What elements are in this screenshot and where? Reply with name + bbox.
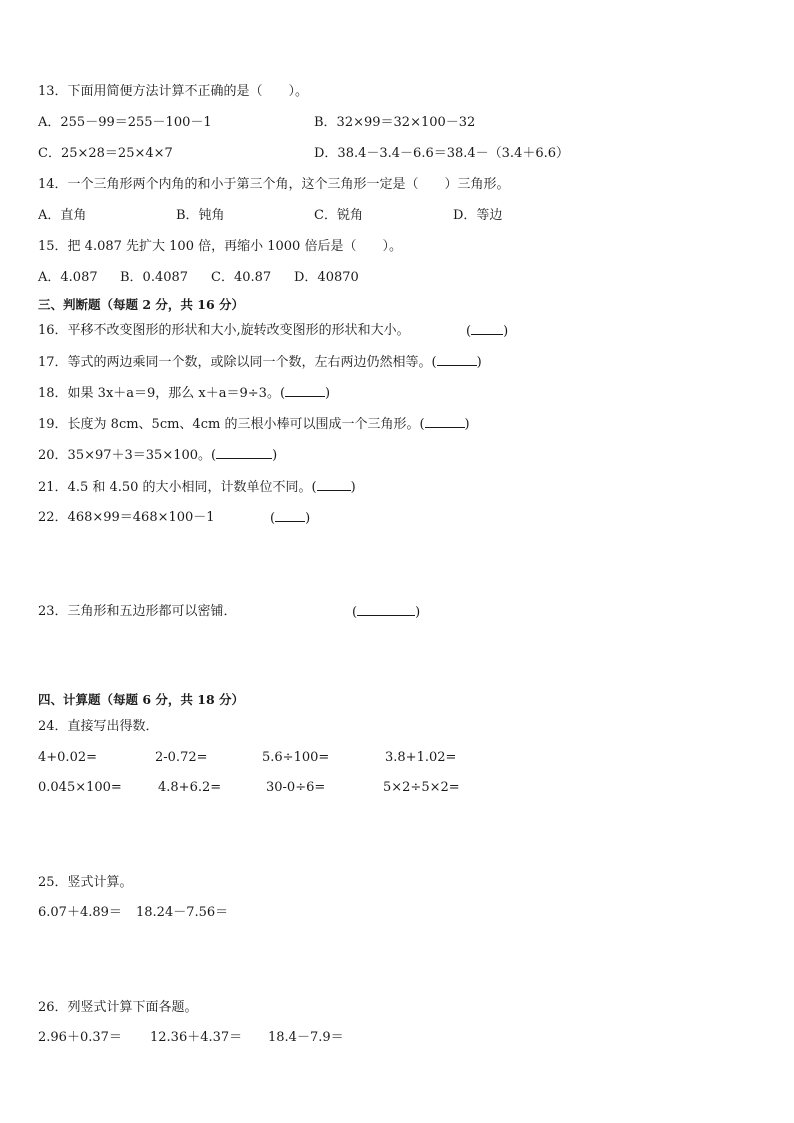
q21-answer-blank[interactable] (317, 479, 351, 491)
open-paren: ( (466, 324, 472, 339)
q26-stem: 26．列竖式计算下面各题。 (38, 1000, 198, 1015)
q24-stem: 24．直接写出得数． (38, 719, 159, 734)
q24-item: 3.8+1.02= (385, 750, 457, 765)
q25-item: 18.24－7.56＝ (136, 905, 229, 920)
q16-text: 16．平移不改变图形的形状和大小,旋转改变图形的形状和大小。 (38, 323, 410, 338)
q26-item: 18.4－7.9＝ (268, 1030, 344, 1045)
close-paren: ) (325, 386, 331, 401)
close-paren: ) (350, 480, 356, 495)
open-paren: ( (352, 605, 358, 620)
q24-item: 4.8+6.2= (158, 780, 222, 795)
q24-item: 30-0÷6= (266, 780, 326, 795)
q19-text (38, 416, 470, 433)
q20-statement: 20．35×97＋3＝35×100。( (38, 448, 217, 463)
q14-option-b: B．钝角 (176, 208, 225, 223)
q21-statement: 21．4.5 和 4.50 的大小相同，计数单位不同。( (38, 480, 317, 495)
q23-answer-blank[interactable] (352, 604, 420, 621)
open-paren: ( (270, 511, 276, 526)
close-paren: ) (464, 417, 470, 432)
q23-text: 23．三角形和五边形都可以密铺． (38, 604, 237, 619)
q26-item: 2.96＋0.37＝ (38, 1030, 122, 1045)
section-3-heading: 三、判断题（每题 2 分，共 16 分） (38, 297, 245, 312)
q18-text (38, 385, 330, 402)
section-4-heading: 四、计算题（每题 6 分，共 18 分） (38, 692, 245, 707)
close-paren: ) (415, 605, 421, 620)
q13-stem: 13．下面用简便方法计算不正确的是（ ）。 (38, 84, 309, 99)
close-paren: ) (476, 355, 482, 370)
q13-option-b: B．32×99＝32×100－32 (314, 115, 476, 130)
q24-item: 4+0.02= (38, 750, 98, 765)
q19-answer-blank[interactable] (425, 416, 465, 428)
q17-answer-blank[interactable] (437, 354, 477, 366)
q15-option-c: C．40.87 (211, 270, 272, 285)
q15-option-d: D．40870 (294, 270, 359, 285)
q25-stem: 25．竖式计算。 (38, 875, 133, 890)
q24-item: 5×2÷5×2= (383, 780, 460, 795)
q24-item: 5.6÷100= (262, 750, 330, 765)
close-paren: ) (272, 448, 278, 463)
q25-item: 6.07＋4.89＝ (38, 905, 122, 920)
q13-option-c: C．25×28＝25×4×7 (38, 146, 173, 161)
q18-answer-blank[interactable] (285, 385, 325, 397)
q18-statement: 18．如果 3x＋a＝9，那么 x＋a＝9÷3。( (38, 386, 286, 401)
q17-text (38, 354, 482, 371)
q26-item: 12.36＋4.37＝ (150, 1030, 243, 1045)
q24-item: 0.045×100= (38, 780, 122, 795)
close-paren: ) (305, 511, 311, 526)
q19-statement: 19．长度为 8cm、5cm、4cm 的三根小棒可以围成一个三角形。( (38, 417, 425, 432)
q13-option-d: D．38.4－3.4－6.6＝38.4－（3.4＋6.6） (314, 146, 570, 161)
q13-option-a: A．255－99＝255－100－1 (38, 115, 212, 130)
q20-answer-blank[interactable] (216, 447, 272, 459)
q24-item: 2-0.72= (155, 750, 208, 765)
q17-statement: 17．等式的两边乘同一个数，或除以同一个数，左右两边仍然相等。( (38, 355, 437, 370)
q21-text (38, 479, 356, 496)
q22-answer-blank[interactable] (270, 510, 310, 527)
q15-option-b: B．0.4087 (120, 270, 189, 285)
q22-text: 22．468×99＝468×100－1 (38, 510, 215, 525)
q14-stem: 14．一个三角形两个内角的和小于第三个角，这个三角形一定是（ ）三角形。 (38, 177, 510, 192)
q14-option-d: D．等边 (453, 208, 503, 223)
q14-option-c: C．锐角 (314, 208, 363, 223)
q20-text (38, 447, 277, 464)
q16-answer-blank[interactable] (466, 323, 508, 340)
q14-option-a: A．直角 (38, 208, 87, 223)
blank-line (471, 323, 503, 335)
close-paren: ) (503, 324, 509, 339)
blank-line (357, 604, 415, 616)
q15-option-a: A．4.087 (38, 270, 98, 285)
blank-line (275, 510, 305, 522)
q15-stem: 15．把 4.087 先扩大 100 倍，再缩小 1000 倍后是（ ）。 (38, 239, 402, 254)
